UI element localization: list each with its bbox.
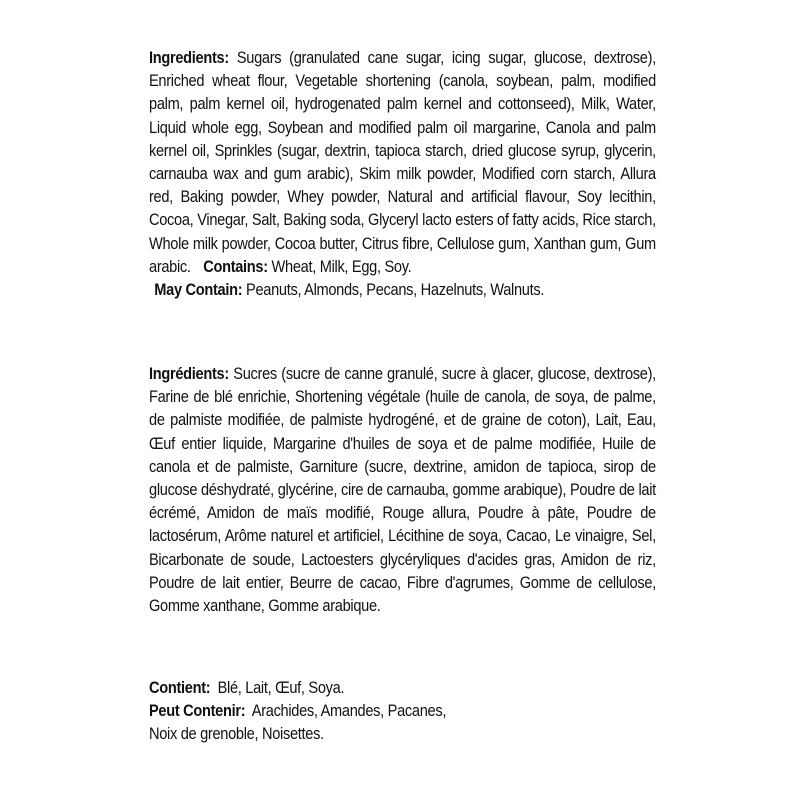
french-may-contain-text-line1: Arachides, Amandes, Pacanes, bbox=[251, 701, 447, 721]
french-may-contain-line2 bbox=[149, 722, 656, 745]
french-ingredients-paragraph bbox=[149, 362, 656, 617]
english-contains-heading: Contains: bbox=[203, 256, 268, 276]
french-may-contain-line bbox=[149, 699, 656, 722]
french-contains-text: Blé, Lait, Œuf, Soya. bbox=[217, 678, 345, 697]
english-may-contain-line bbox=[149, 278, 656, 301]
french-allergens-block bbox=[149, 676, 656, 746]
french-ingredients-heading: Ingrédients: bbox=[149, 364, 229, 383]
french-may-contain-heading: Peut Contenir: bbox=[149, 701, 246, 721]
english-ingredients-paragraph bbox=[149, 46, 656, 278]
english-ingredients-heading: Ingredients: bbox=[149, 48, 229, 67]
french-contains-line bbox=[149, 676, 656, 699]
french-ingredients-block bbox=[149, 362, 656, 617]
english-may-contain-text: Peanuts, Almonds, Pecans, Hazelnuts, Walnuts. bbox=[246, 280, 545, 300]
english-may-contain-heading: May Contain: bbox=[154, 280, 243, 300]
english-ingredients-text: Sugars (granulated cane sugar, icing sugar, glucose, dextrose), Enriched wheat flour, Vegetable shortening (canola, soybean, palm, modified palm, palm kernel oil, hydrogenated palm kernel and cottonseed), Milk, Water, Liquid whole egg, Soybean and modified palm oil margarine, Canola and palm kernel oil, Sprinkles (sugar, dextrin, tapioca starch, dried glucose syrup, glycerin, carnauba wax and gum arabic), Skim milk powder, Modified corn starch, Allura red, Baking powder, Whey powder, Natural and artificial flavour, Soy lecithin, Cocoa, Vinegar, Salt, Baking soda, Glyceryl lacto esters of fatty acids, Rice starch, Whole milk powder, Cocoa butter, Citrus fibre, Cellulose gum, Xanthan gum, Gum arabic. bbox=[149, 48, 656, 276]
french-may-contain-text-line2: Noix de grenoble, Noisettes. bbox=[149, 724, 324, 744]
french-contains-heading: Contient: bbox=[149, 678, 211, 697]
english-ingredients-block bbox=[149, 46, 656, 301]
french-ingredients-text: Sucres (sucre de canne granulé, sucre à glacer, glucose, dextrose), Farine de blé enrichie, Shortening végétale (huile de canola, de soya, de palme, de palmiste modifiée, de palmiste hydrogéné, et de graine de coton), Lait, Eau, Œuf entier liquide, Margarine d'huiles de soya et de palme modifiée, Huile de canola et de palmiste, Garniture (sucre, dextrine, amidon de tapioca, sirop de glucose déshydraté, glycérine, cire de carnauba, gomme arabique), Poudre de lait écrémé, Amidon de maïs modifié, Rouge allura, Poudre à pâte, Poudre de lactosérum, Arôme naturel et artificiel, Lécithine de soya, Cacao, Le vinaigre, Sel, Bicarbonate de soude, Lactoesters glycéryliques d'acides gras, Amidon de riz, Poudre de lait entier, Beurre de cacao, Fibre d'agrumes, Gomme de cellulose, Gomme xanthane, Gomme arabique. bbox=[149, 364, 656, 616]
english-contains-text: Wheat, Milk, Egg, Soy. bbox=[271, 256, 412, 276]
